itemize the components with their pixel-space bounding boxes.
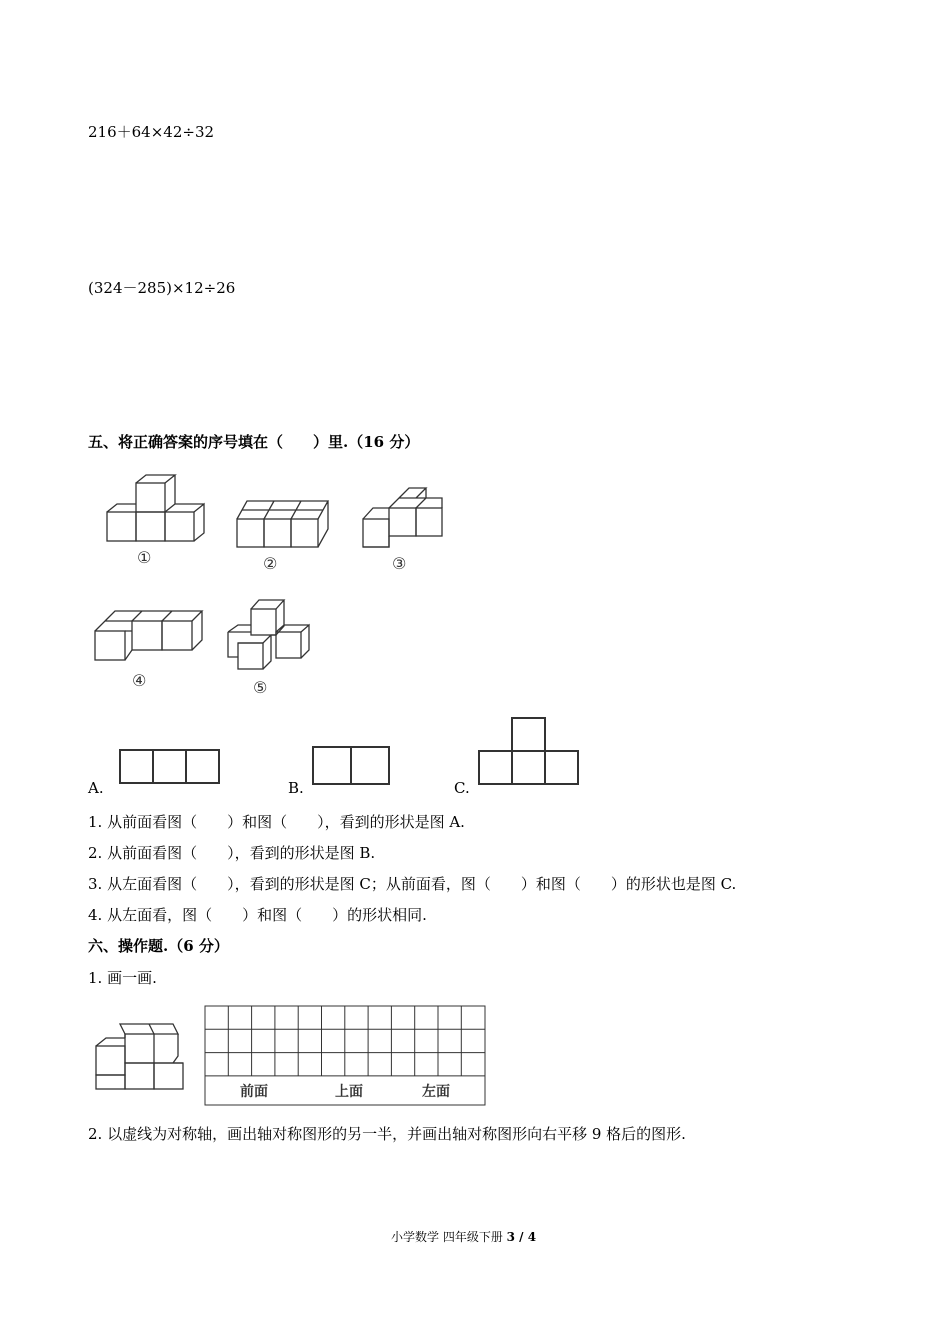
expression-1: 216＋64×42÷32: [88, 123, 215, 141]
section-6-heading: 六、操作题.（6 分）: [88, 937, 229, 955]
question-3: 3. 从左面看图（ ），看到的形状是图 C；从前面看，图（ ）和图（ ）的形状也是图 C.: [88, 875, 737, 893]
section-6-q2: 2. 以虚线为对称轴，画出轴对称图形的另一半，并画出轴对称图形向右平移 9 格后的图形.: [88, 1125, 686, 1143]
footer-page-number: 3 / 4: [506, 1230, 537, 1244]
cube-figure-3: [363, 488, 442, 547]
option-label-c: C.: [454, 779, 470, 797]
cube-figures-row-2: [88, 595, 328, 700]
figure-label-3: ③: [392, 554, 407, 573]
cube-figure-1: [107, 475, 204, 541]
question-2: 2. 从前面看图（ ），看到的形状是图 B.: [88, 844, 376, 862]
option-label-b: B.: [288, 779, 304, 797]
cube-figure-5: [228, 600, 309, 669]
section-5-heading: 五、将正确答案的序号填在（ ）里.（16 分）: [88, 433, 420, 451]
drawing-grid: [204, 1005, 486, 1106]
view-shape-c: [479, 718, 578, 784]
figure-label-2: ②: [263, 554, 278, 573]
cube-stack-figure: [93, 1020, 193, 1092]
section-6-q1: 1. 画一画.: [88, 969, 157, 987]
figure-label-1: ①: [137, 548, 152, 567]
cube-figure-2: [237, 501, 328, 547]
view-shape-b: [313, 747, 389, 784]
question-4: 4. 从左面看，图（ ）和图（ ）的形状相同.: [88, 906, 427, 924]
grid-label-left: 左面: [422, 1084, 450, 1100]
expression-2: (324－285)×12÷26: [88, 279, 236, 297]
view-shapes: [110, 712, 590, 792]
figure-label-5: ⑤: [253, 678, 268, 697]
page-footer: [391, 1229, 536, 1245]
footer-subject: 小学数学 四年级下册: [391, 1230, 503, 1244]
figure-label-4: ④: [132, 671, 147, 690]
grid-label-front: 前面: [240, 1084, 268, 1100]
cube-figures-row-1: [95, 470, 455, 580]
cube-figure-4: [95, 611, 202, 660]
option-label-a: A.: [88, 779, 104, 797]
view-shape-a: [120, 750, 219, 783]
question-1: 1. 从前面看图（ ）和图（ ），看到的形状是图 A.: [88, 813, 465, 831]
grid-label-top: 上面: [335, 1084, 363, 1100]
